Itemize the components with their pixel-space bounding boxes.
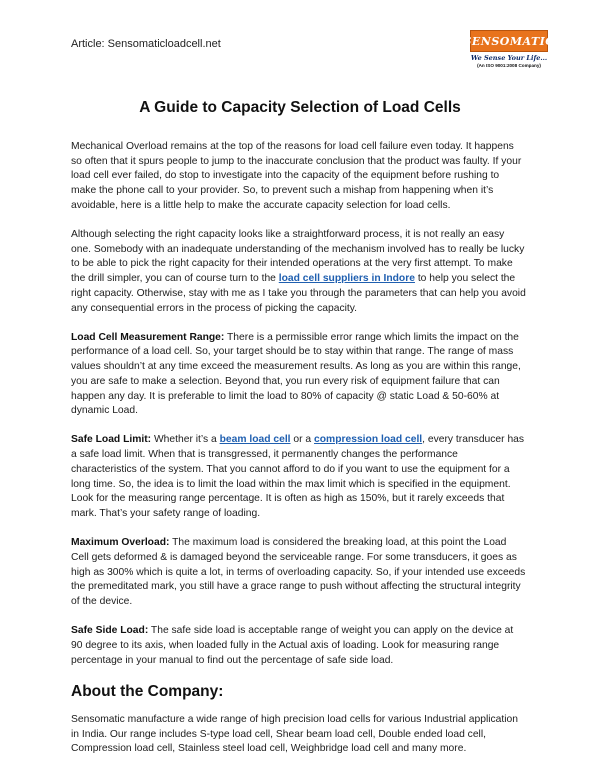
safe-side-load-text: The safe side load is acceptable range of weight you can apply on the device at 90 degree to its axis, when loaded fully in the Actual axis of loading. Look for measuring range percentage in your manual to find out the percentage of safe side load.: [71, 625, 514, 666]
safe-load-text-3: , every transducer has a safe load limit. When that is transgressed, it permanently changes the performance characteristics of the system. That you cannot afford to do if you want to use the equipment for a long time. So, the idea is to limit the load within the max limit which is specified in the equipment. Look for the measuring range percentage. It is often as high as 150%, but it rarely exceeds that mark. That’s your safety range of loading.: [71, 434, 525, 519]
measurement-range-label: Load Cell Measurement Range:: [71, 331, 225, 343]
article-title: A Guide to Capacity Selection of Load Cells: [139, 99, 461, 116]
load-cell-suppliers-link[interactable]: load cell suppliers in Indore: [278, 273, 415, 285]
safe-side-load-paragraph: [71, 624, 526, 668]
article-body: [71, 140, 526, 771]
intro-paragraph: Mechanical Overload remains at the top of the reasons for load cell failure even today. It happens so often that it spurs people to jump to the inaccurate conclusion that the product was faulty. If your load cell ever failed, do stop to investigate into the capacity of the equipment before rushing to make the phone call to your provider. So, to prevent such a mishap from happening when it’s avoidable, here is a little help to make the accurate capacity selection for load cells.: [71, 141, 522, 211]
safe-side-load-label: Safe Side Load:: [71, 625, 149, 637]
maximum-overload-paragraph: [71, 536, 526, 610]
compression-load-cell-link[interactable]: compression load cell: [314, 434, 423, 446]
safe-load-text-2: or a: [290, 434, 315, 446]
maximum-overload-text: The maximum load is considered the breaking load, at this point the Load Cell gets deformed & is damaged beyond the serviceable range. For some transducers, it goes as high as 300% which is quite a lot, in terms of overloading capacity. So, if your intended use exceeds the premeditated mark, you still have a grace range to push without affecting the structural integrity of the device.: [71, 537, 526, 607]
logo-brand: SENSOMATIC: [470, 30, 548, 52]
safe-load-label: Safe Load Limit:: [71, 434, 152, 446]
selecting-paragraph: [71, 228, 526, 316]
logo-tagline: We Sense Your Life...: [470, 54, 548, 62]
about-paragraph: Sensomatic manufacture a wide range of high precision load cells for various Industrial application in India. Our range includes S-type load cell, Shear beam load cell, Double ended load cell, Compression load cell, Stainless steel load cell, Weighbridge load cell and many more.: [71, 713, 519, 755]
selecting-text-after: to help you select the right capacity. Otherwise, stay with me as I take you through the parameters that can help you avoid any consequential errors in the process of picking the capacity.: [71, 273, 526, 314]
beam-load-cell-link[interactable]: beam load cell: [219, 434, 291, 446]
logo-iso-text: (An ISO 9001:2008 Company): [477, 63, 541, 68]
measurement-range-paragraph: [71, 331, 526, 419]
about-heading: About the Company:: [71, 682, 224, 700]
measurement-range-text: There is a permissible error range which limits the impact on the performance of a load cell. So, your target should be to stay within that range. The range of mass values shouldn’t at any time exceed the measurement results. As long as you are within this range, you are safe to make a selection. Beyond that, you run every risk of equipment failure that can happen any day. It is preferable to limit the load to 80% of capacity @ static Load & 50-60% at dynamic Load.: [71, 331, 521, 417]
selecting-text-before: Although selecting the right capacity looks like a straightforward process, it is not really an easy one. Somebody with an inadequate understanding of the mechanism involved has to really be lucky to be able to pick the right capacity for their intended operations at the very first attempt. To make the drill simpler, you can of course turn to the: [71, 229, 525, 285]
safe-load-paragraph: [71, 433, 526, 521]
safe-load-text-1: Whether it’s a: [151, 434, 220, 446]
sensomatic-logo: [463, 30, 555, 80]
maximum-overload-label: Maximum Overload:: [71, 537, 170, 549]
article-source-label: Article: Sensomaticloadcell.net: [71, 38, 221, 50]
